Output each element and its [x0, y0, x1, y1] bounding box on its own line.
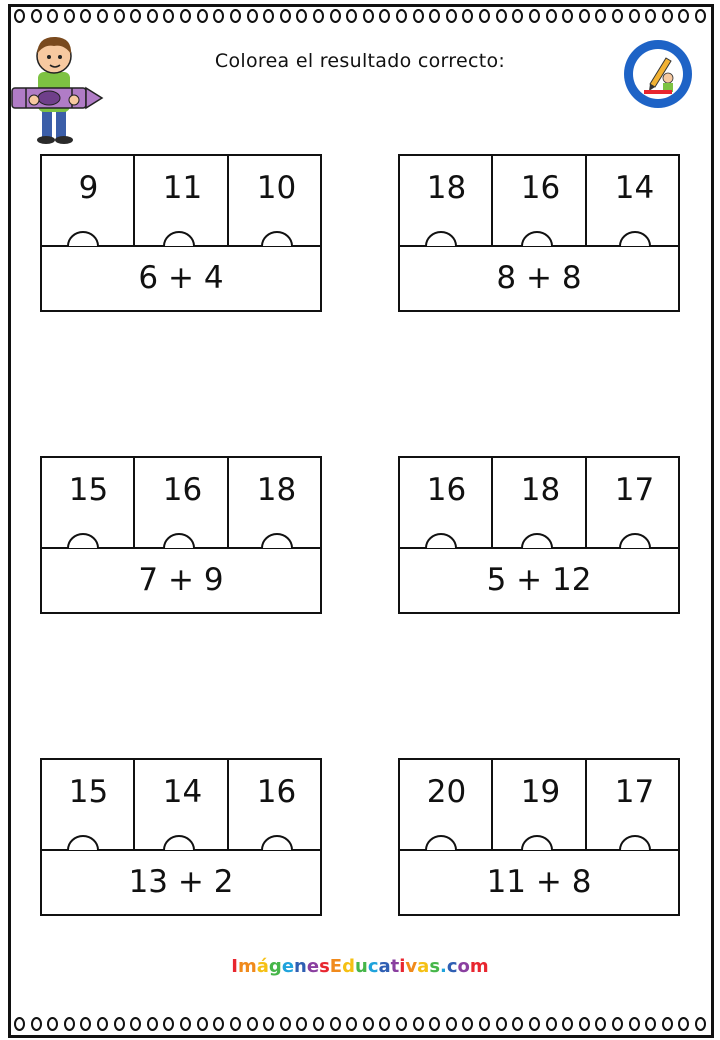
chain-link — [645, 9, 656, 23]
chain-link — [47, 1017, 58, 1031]
chain-link — [230, 1017, 241, 1031]
chain-link — [695, 9, 706, 23]
chain-link — [496, 9, 507, 23]
chain-link — [546, 1017, 557, 1031]
answer-option[interactable]: 18 — [426, 170, 467, 206]
chain-link — [396, 9, 407, 23]
chain-link — [330, 9, 341, 23]
chain-link — [546, 9, 557, 23]
chain-link — [446, 1017, 457, 1031]
chain-link — [114, 1017, 125, 1031]
chain-link — [247, 1017, 258, 1031]
kid-shoe-left — [37, 136, 55, 144]
chain-link — [612, 9, 623, 23]
puzzle-6 — [398, 758, 680, 916]
chain-link — [579, 1017, 590, 1031]
chain-link — [263, 1017, 274, 1031]
chain-link — [130, 1017, 141, 1031]
chain-link — [529, 9, 540, 23]
answer-option[interactable]: 17 — [614, 774, 655, 810]
chain-link — [80, 1017, 91, 1031]
answer-option[interactable]: 15 — [68, 774, 109, 810]
chain-link — [496, 1017, 507, 1031]
chain-link — [296, 1017, 307, 1031]
chain-link — [479, 9, 490, 23]
chain-link — [529, 1017, 540, 1031]
chain-link — [479, 1017, 490, 1031]
addition-expression: 5 + 12 — [486, 562, 592, 598]
addition-expression: 7 + 9 — [138, 562, 224, 598]
chain-link — [695, 1017, 706, 1031]
chain-link — [180, 1017, 191, 1031]
chain-link — [114, 9, 125, 23]
chain-link — [346, 1017, 357, 1031]
chain-link — [64, 9, 75, 23]
kid-leg-right — [56, 110, 66, 138]
answer-option[interactable]: 18 — [256, 472, 297, 508]
addition-expression: 6 + 4 — [138, 260, 224, 296]
chain-link — [230, 9, 241, 23]
chain-link — [462, 9, 473, 23]
chain-link — [80, 9, 91, 23]
chain-link — [97, 9, 108, 23]
kid-shoe-right — [55, 136, 73, 144]
chain-link — [595, 9, 606, 23]
answer-option[interactable]: 16 — [162, 472, 203, 508]
addition-expression: 11 + 8 — [486, 864, 592, 900]
chain-link — [612, 1017, 623, 1031]
answer-option[interactable]: 14 — [614, 170, 655, 206]
addition-expression: 13 + 2 — [128, 864, 234, 900]
chain-link — [147, 1017, 158, 1031]
chain-link — [213, 1017, 224, 1031]
kid-with-crayon-illustration — [8, 26, 108, 146]
answer-option[interactable]: 15 — [68, 472, 109, 508]
answer-option[interactable]: 18 — [520, 472, 561, 508]
top-border-chain — [14, 6, 706, 26]
chain-link — [413, 9, 424, 23]
chain-link — [197, 9, 208, 23]
puzzle-5 — [40, 758, 322, 916]
answer-option[interactable]: 11 — [162, 170, 203, 206]
chain-link — [662, 1017, 673, 1031]
chain-link — [14, 9, 25, 23]
chain-link — [296, 9, 307, 23]
chain-link — [31, 1017, 42, 1031]
chain-link — [180, 9, 191, 23]
crayon-icon — [12, 88, 102, 108]
chain-link — [163, 1017, 174, 1031]
chain-link — [363, 1017, 374, 1031]
chain-link — [446, 9, 457, 23]
answer-option[interactable]: 19 — [520, 774, 561, 810]
chain-link — [330, 1017, 341, 1031]
bottom-border-chain — [14, 1014, 706, 1034]
chain-link — [662, 9, 673, 23]
chain-link — [280, 9, 291, 23]
answer-option[interactable]: 16 — [426, 472, 467, 508]
chain-link — [280, 1017, 291, 1031]
chain-link — [363, 9, 374, 23]
chain-link — [429, 9, 440, 23]
chain-link — [595, 1017, 606, 1031]
answer-option[interactable]: 20 — [426, 774, 467, 810]
chain-link — [197, 1017, 208, 1031]
chain-link — [31, 9, 42, 23]
chain-link — [247, 9, 258, 23]
chain-link — [163, 9, 174, 23]
chain-link — [47, 9, 58, 23]
chain-link — [147, 9, 158, 23]
chain-link — [678, 9, 689, 23]
chain-link — [629, 9, 640, 23]
footer-website-link[interactable]: ImágenesEducativas.com — [231, 956, 489, 977]
chain-link — [263, 9, 274, 23]
chain-link — [346, 9, 357, 23]
answer-option[interactable]: 17 — [614, 472, 655, 508]
chain-link — [130, 9, 141, 23]
chain-link — [379, 1017, 390, 1031]
chain-link — [313, 9, 324, 23]
chain-link — [213, 9, 224, 23]
answer-option[interactable]: 16 — [520, 170, 561, 206]
chain-link — [396, 1017, 407, 1031]
puzzle-2 — [398, 154, 680, 312]
chain-link — [629, 1017, 640, 1031]
chain-link — [379, 9, 390, 23]
addition-expression: 8 + 8 — [496, 260, 582, 296]
chain-link — [64, 1017, 75, 1031]
puzzle-4 — [398, 456, 680, 614]
chain-link — [313, 1017, 324, 1031]
page-title: Colorea el resultado correcto: — [214, 50, 506, 72]
kid-leg-left — [42, 110, 52, 138]
chain-link — [413, 1017, 424, 1031]
answer-option[interactable]: 16 — [256, 774, 297, 810]
chain-link — [645, 1017, 656, 1031]
chain-link — [429, 1017, 440, 1031]
answer-option[interactable]: 10 — [256, 170, 297, 206]
chain-link — [462, 1017, 473, 1031]
puzzle-1 — [40, 154, 322, 312]
chain-link — [678, 1017, 689, 1031]
puzzle-3 — [40, 456, 322, 614]
chain-link — [512, 9, 523, 23]
chain-link — [579, 9, 590, 23]
chain-link — [562, 9, 573, 23]
chain-link — [512, 1017, 523, 1031]
chain-link — [97, 1017, 108, 1031]
answer-option[interactable]: 14 — [162, 774, 203, 810]
chain-link — [562, 1017, 573, 1031]
answer-option[interactable]: 9 — [78, 170, 99, 206]
chain-link — [14, 1017, 25, 1031]
imagenes-educativas-logo — [622, 38, 694, 110]
